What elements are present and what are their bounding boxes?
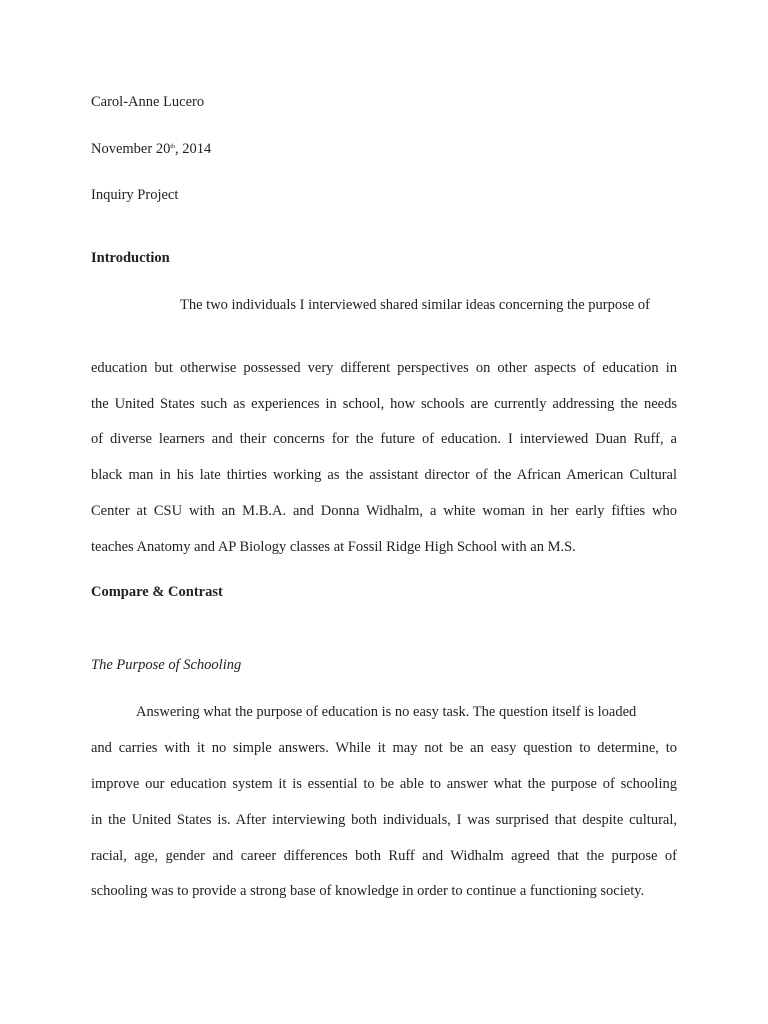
date-ordinal-suffix: th bbox=[170, 144, 175, 150]
compare-line-2: and carries with it no simple answers. While it may not be an easy question to determine, to bbox=[91, 740, 677, 756]
introduction-line-7: teaches Anatomy and AP Biology classes at Fossil Ridge High School with an M.S. bbox=[91, 539, 576, 555]
introduction-line-5: black man in his late thirties working as the assistant director of the African American Cultural bbox=[91, 467, 677, 483]
introduction-line-4: of diverse learners and their concerns for the future of education. I interviewed Duan Ruff, a bbox=[91, 431, 677, 447]
document-title: Inquiry Project bbox=[91, 187, 179, 203]
purpose-of-schooling-subheading: The Purpose of Schooling bbox=[91, 657, 242, 673]
compare-line-5: racial, age, gender and career differences both Ruff and Widhalm agreed that the purpose of bbox=[91, 848, 677, 864]
introduction-line-6: Center at CSU with an M.B.A. and Donna Widhalm, a white woman in her early fifties who bbox=[91, 503, 677, 519]
compare-line-4: in the United States is. After interviewing both individuals, I was surprised that despite cultural, bbox=[91, 812, 677, 828]
introduction-line-3: the United States such as experiences in school, how schools are currently addressing the needs bbox=[91, 396, 677, 412]
compare-line-6: schooling was to provide a strong base of knowledge in order to continue a functioning society. bbox=[91, 883, 645, 899]
document-date bbox=[91, 140, 211, 158]
date-year: , 2014 bbox=[175, 141, 212, 157]
author-name: Carol-Anne Lucero bbox=[91, 94, 205, 110]
compare-line-3: improve our education system it is essential to be able to answer what the purpose of schooling bbox=[91, 776, 677, 792]
compare-line-1: Answering what the purpose of education is no easy task. The question itself is loaded bbox=[136, 704, 637, 720]
introduction-heading: Introduction bbox=[91, 250, 170, 266]
introduction-line-2: education but otherwise possessed very different perspectives on other aspects of education in bbox=[91, 360, 677, 376]
date-month-day: November 20 bbox=[91, 141, 171, 157]
introduction-line-1: The two individuals I interviewed shared similar ideas concerning the purpose of bbox=[180, 297, 650, 313]
compare-contrast-heading: Compare & Contrast bbox=[91, 584, 223, 600]
